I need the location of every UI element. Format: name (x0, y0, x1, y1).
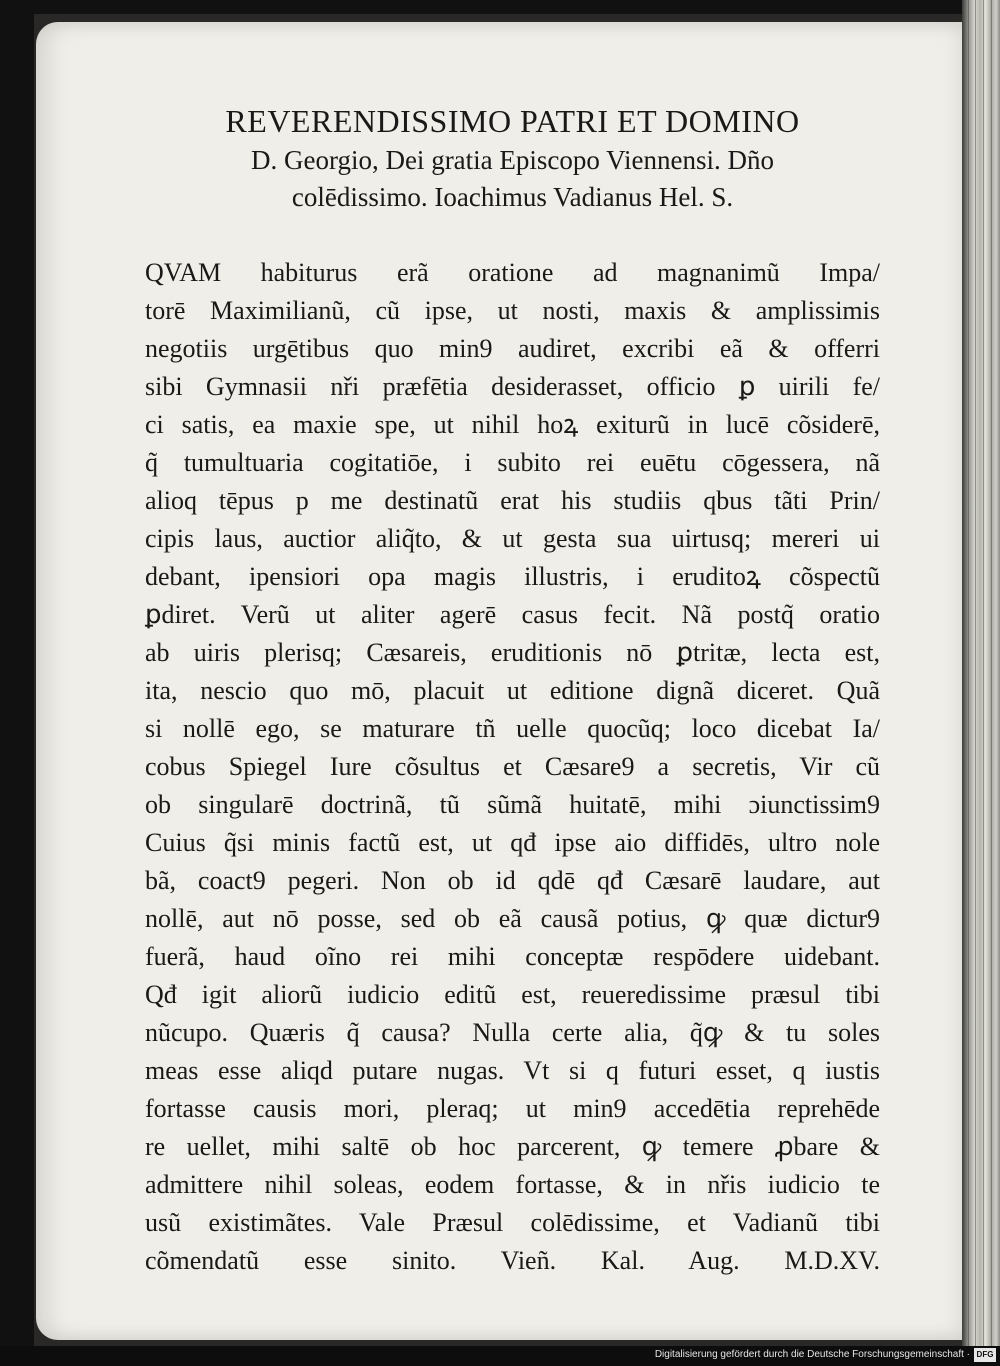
text-line: fuerã, haud oĩno rei mihi conceptæ respōdere uidebant. (145, 942, 880, 971)
text-line: bã, coact9 pegeri. Non ob id qdē qđ Cæsarē laudare, aut (145, 866, 880, 895)
text-line: QVAM habiturus erã oratione ad magnanimũ Impa/ (145, 258, 880, 287)
text-line: q̃ tumultuaria cogitatiōe, i subito rei euētu cōgessera, nã (145, 448, 880, 477)
funding-credit: Digitalisierung gefördert durch die Deutsche Forschungsgemeinschaft · (654, 1349, 970, 1360)
dedication-heading (145, 100, 880, 216)
heading-line-3: colēdissimo. Ioachimus Vadianus Hel. S. (291, 182, 734, 212)
text-line: meas esse aliqd putare nugas. Vt si q futuri esset, q iustis (145, 1056, 880, 1085)
text-line: cobus Spiegel Iure cõsultus et Cæsare9 a secretis, Vir cũ (145, 752, 880, 781)
page-edge-line (991, 0, 992, 1346)
page-edge-line (975, 0, 976, 1346)
heading-line-1: REVERENDISSIMO PATRI ET DOMINO (225, 103, 800, 139)
book-page-edges (962, 0, 1000, 1346)
text-line: negotiis urgētibus quo min9 audiret, excribi eã & offerri (145, 334, 880, 363)
text-line: ita, nescio quo mō, placuit ut editione dignã diceret. Quã (145, 676, 880, 705)
text-line: Qđ igit aliorũ iudicio editũ est, reueredissime præsul tibi (145, 980, 880, 1009)
text-line: nollē, aut nō posse, sed ob eã causã potius, ꝙ quæ dictur9 (145, 904, 880, 933)
text-line: usũ existimãtes. Vale Præsul colēdissime, et Vadianũ tibi (145, 1208, 880, 1237)
text-line: cipis laus, auctior aliq̃to, & ut gesta sua uirtusq; mereri ui (145, 524, 880, 553)
text-line: nũcupo. Quæris q̃ causa? Nulla certe alia, q̃ꝙ & tu soles (145, 1018, 880, 1047)
heading-line-2: D. Georgio, Dei gratia Episcopo Viennensi. Dño (250, 145, 775, 175)
letter-body (145, 254, 880, 1280)
text-line: ob singularē doctrinã, tũ sũmã huitatē, mihi ɔiunctissim9 (145, 790, 880, 819)
text-line: re uellet, mihi saltē ob hoc parcerent, ꝙ temere ꝓbare & (145, 1132, 880, 1161)
page-text (145, 100, 880, 1280)
page-edge-line (968, 0, 969, 1346)
text-line: Cuius q̃si minis factũ est, ut qđ ipse aio diffidēs, ultro nole (145, 828, 880, 857)
text-line: ci satis, ea maxie spe, ut nihil hoꝝ exiturũ in lucē cõsiderē, (145, 410, 880, 439)
text-line: torē Maximilianũ, cũ ipse, ut nosti, maxis & amplissimis (145, 296, 880, 325)
text-line: admittere nihil soleas, eodem fortasse, & in nřis iudicio te (145, 1170, 880, 1199)
text-line: cõmendatũ esse sinito. Vieñ. Kal. Aug. M.D.XV. (145, 1246, 880, 1275)
text-line: si nollē ego, se maturare tñ uelle quocũq; loco dicebat Ia/ (145, 714, 880, 743)
text-line: alioq tēpus p me destinatũ erat his studiis qbus tãti Prin/ (145, 486, 880, 515)
text-line: ab uiris plerisq; Cæsareis, eruditionis nō ꝑtritæ, lecta est, (145, 638, 880, 667)
page-edge-line (983, 0, 984, 1346)
text-line: fortasse causis mori, pleraq; ut min9 accedētia reprehēde (145, 1094, 880, 1123)
text-line: ꝑdiret. Verũ ut aliter agerē casus fecit. Nã postq̃ oratio (145, 600, 880, 629)
dfg-logo: DFG (974, 1348, 996, 1362)
text-line: sibi Gymnasii nři præfētia desiderasset, officio ꝑ uirili fe/ (145, 372, 880, 401)
text-line: debant, ipensiori opa magis illustris, i eruditoꝝ cõspectũ (145, 562, 880, 591)
